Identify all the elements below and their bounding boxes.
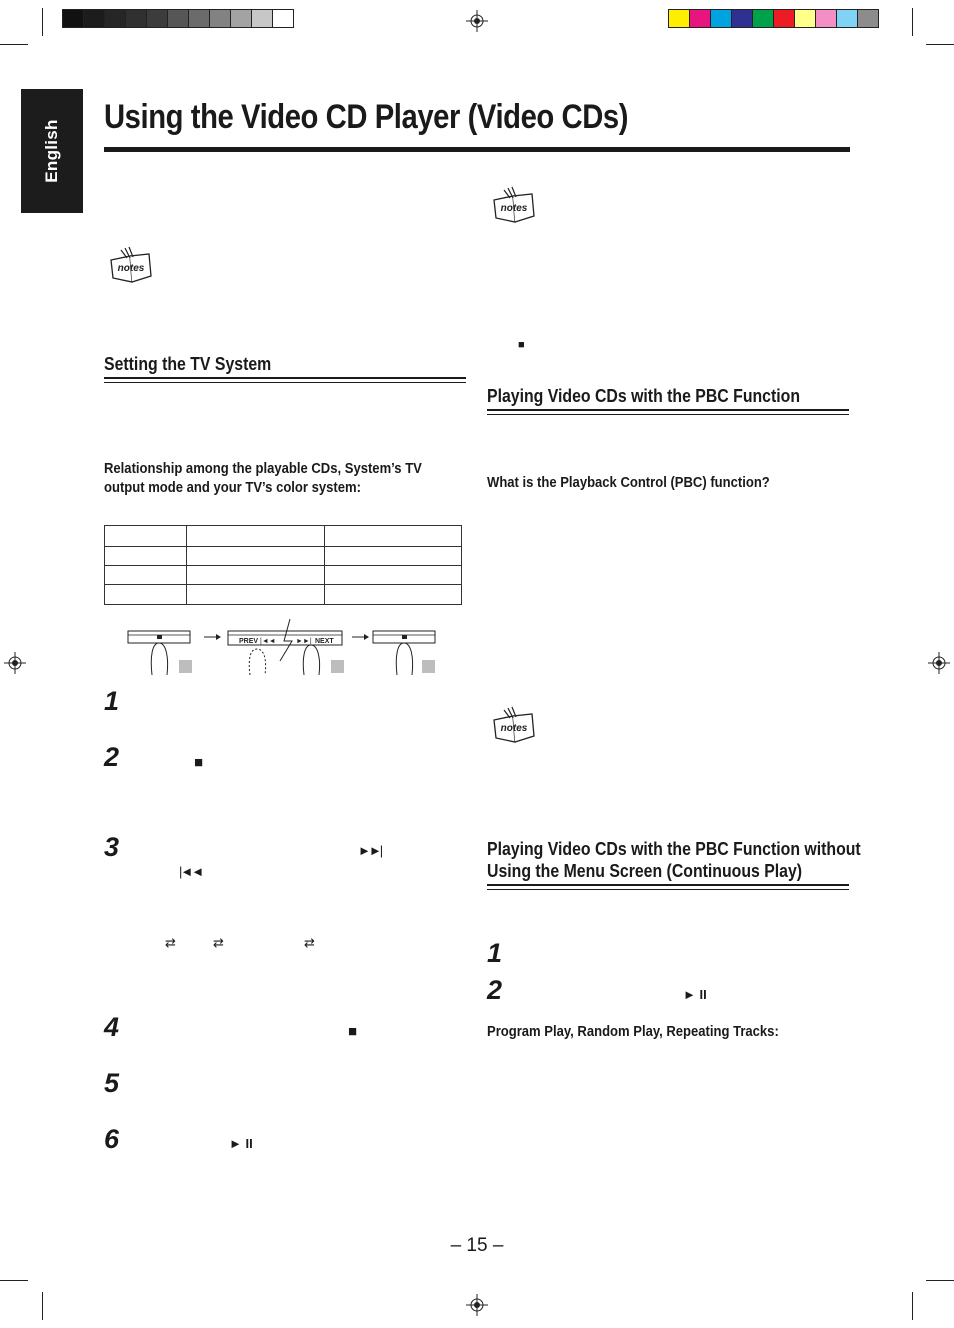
crop-mark bbox=[926, 1280, 954, 1281]
notes-icon bbox=[491, 186, 537, 226]
play-pause-icon: ► II bbox=[229, 1136, 253, 1151]
registration-mark-icon bbox=[928, 652, 950, 674]
gray-swatch bbox=[84, 10, 105, 27]
stop-icon: ■ bbox=[518, 339, 525, 351]
section-rule bbox=[487, 884, 849, 886]
step-number: 2 bbox=[487, 975, 503, 1005]
tv-system-table bbox=[104, 525, 462, 605]
color-swatch bbox=[858, 10, 878, 27]
gray-swatch bbox=[252, 10, 273, 27]
language-tab-label: English bbox=[42, 119, 61, 183]
svg-text:notes: notes bbox=[500, 203, 528, 214]
gray-swatch bbox=[126, 10, 147, 27]
table-row bbox=[105, 585, 462, 605]
pbc-question-subheading: What is the Playback Control (PBC) function? bbox=[487, 475, 770, 491]
language-tab bbox=[21, 89, 83, 213]
relationship-subheading-line: output mode and your TV’s color system: bbox=[104, 480, 361, 496]
gray-swatch bbox=[273, 10, 293, 27]
crop-mark bbox=[0, 1280, 28, 1281]
table-row bbox=[105, 526, 462, 547]
notes-icon bbox=[491, 706, 537, 746]
next-label: NEXT bbox=[315, 638, 334, 645]
step-number: 5 bbox=[104, 1068, 120, 1098]
step-number: 2 bbox=[104, 742, 120, 772]
color-swatch bbox=[837, 10, 858, 27]
gray-swatch bbox=[168, 10, 189, 27]
section-rule bbox=[104, 382, 466, 383]
step-number: 4 bbox=[104, 1012, 120, 1042]
step-number: 3 bbox=[104, 832, 120, 862]
title-rule bbox=[104, 147, 850, 152]
gray-swatch bbox=[63, 10, 84, 27]
prev-label: PREV bbox=[239, 638, 259, 645]
color-swatch bbox=[669, 10, 690, 27]
step-number: 6 bbox=[104, 1124, 120, 1154]
gray-swatch bbox=[210, 10, 231, 27]
section-rule bbox=[487, 409, 849, 411]
grayscale-calibration-bar bbox=[62, 9, 294, 28]
registration-mark-icon bbox=[466, 1294, 488, 1316]
registration-mark-icon bbox=[466, 10, 488, 32]
svg-text:notes: notes bbox=[500, 723, 528, 734]
stop-icon: ■ bbox=[348, 1023, 358, 1040]
svg-text:notes: notes bbox=[117, 263, 145, 274]
section-rule bbox=[487, 414, 849, 415]
relationship-subheading-line: Relationship among the playable CDs, System’s TV bbox=[104, 461, 422, 477]
button-operation-figure bbox=[124, 617, 444, 677]
section-rule bbox=[487, 889, 849, 890]
color-swatch bbox=[711, 10, 732, 27]
gray-swatch bbox=[231, 10, 252, 27]
color-swatch bbox=[690, 10, 711, 27]
crop-mark bbox=[926, 44, 954, 45]
crop-mark bbox=[0, 44, 28, 45]
section-heading-tv-system: Setting the TV System bbox=[104, 354, 272, 374]
gray-swatch bbox=[189, 10, 210, 27]
swap-arrow-icon: ⇄ bbox=[304, 935, 315, 950]
color-swatch bbox=[816, 10, 837, 27]
crop-mark bbox=[912, 1292, 913, 1320]
program-play-subheading: Program Play, Random Play, Repeating Tracks: bbox=[487, 1024, 779, 1040]
crop-mark bbox=[912, 8, 913, 36]
table-row bbox=[105, 547, 462, 566]
stop-icon: ■ bbox=[194, 754, 204, 771]
gray-swatch bbox=[105, 10, 126, 27]
registration-mark-icon bbox=[4, 652, 26, 674]
section-rule bbox=[104, 377, 466, 379]
step-number: 1 bbox=[104, 686, 120, 716]
section-heading-pbc: Playing Video CDs with the PBC Function bbox=[487, 386, 801, 406]
color-calibration-bar bbox=[668, 9, 879, 28]
color-swatch bbox=[795, 10, 816, 27]
color-swatch bbox=[732, 10, 753, 27]
relationship-subheading bbox=[104, 460, 464, 498]
svg-text:|◄◄: |◄◄ bbox=[260, 638, 276, 645]
swap-arrow-icon: ⇄ bbox=[213, 935, 224, 950]
step-number: 1 bbox=[487, 938, 503, 968]
play-pause-icon: ► II bbox=[683, 987, 707, 1002]
crop-mark bbox=[42, 1292, 43, 1320]
page-title: Using the Video CD Player (Video CDs) bbox=[104, 98, 629, 136]
notes-icon bbox=[108, 246, 154, 286]
svg-text:►►|: ►►| bbox=[296, 638, 312, 645]
swap-arrow-icon: ⇄ bbox=[165, 935, 176, 950]
section-heading-line: Playing Video CDs with the PBC Function without bbox=[487, 839, 861, 859]
page-number: – 15 – bbox=[450, 1235, 504, 1256]
next-icon: ►►| bbox=[358, 843, 382, 858]
color-swatch bbox=[753, 10, 774, 27]
table-row bbox=[105, 566, 462, 585]
section-heading-line: Using the Menu Screen (Continuous Play) bbox=[487, 861, 803, 881]
section-heading-pbc-no-menu bbox=[487, 838, 861, 882]
crop-mark bbox=[42, 8, 43, 36]
color-swatch bbox=[774, 10, 795, 27]
prev-icon: |◄◄ bbox=[179, 864, 203, 879]
gray-swatch bbox=[147, 10, 168, 27]
